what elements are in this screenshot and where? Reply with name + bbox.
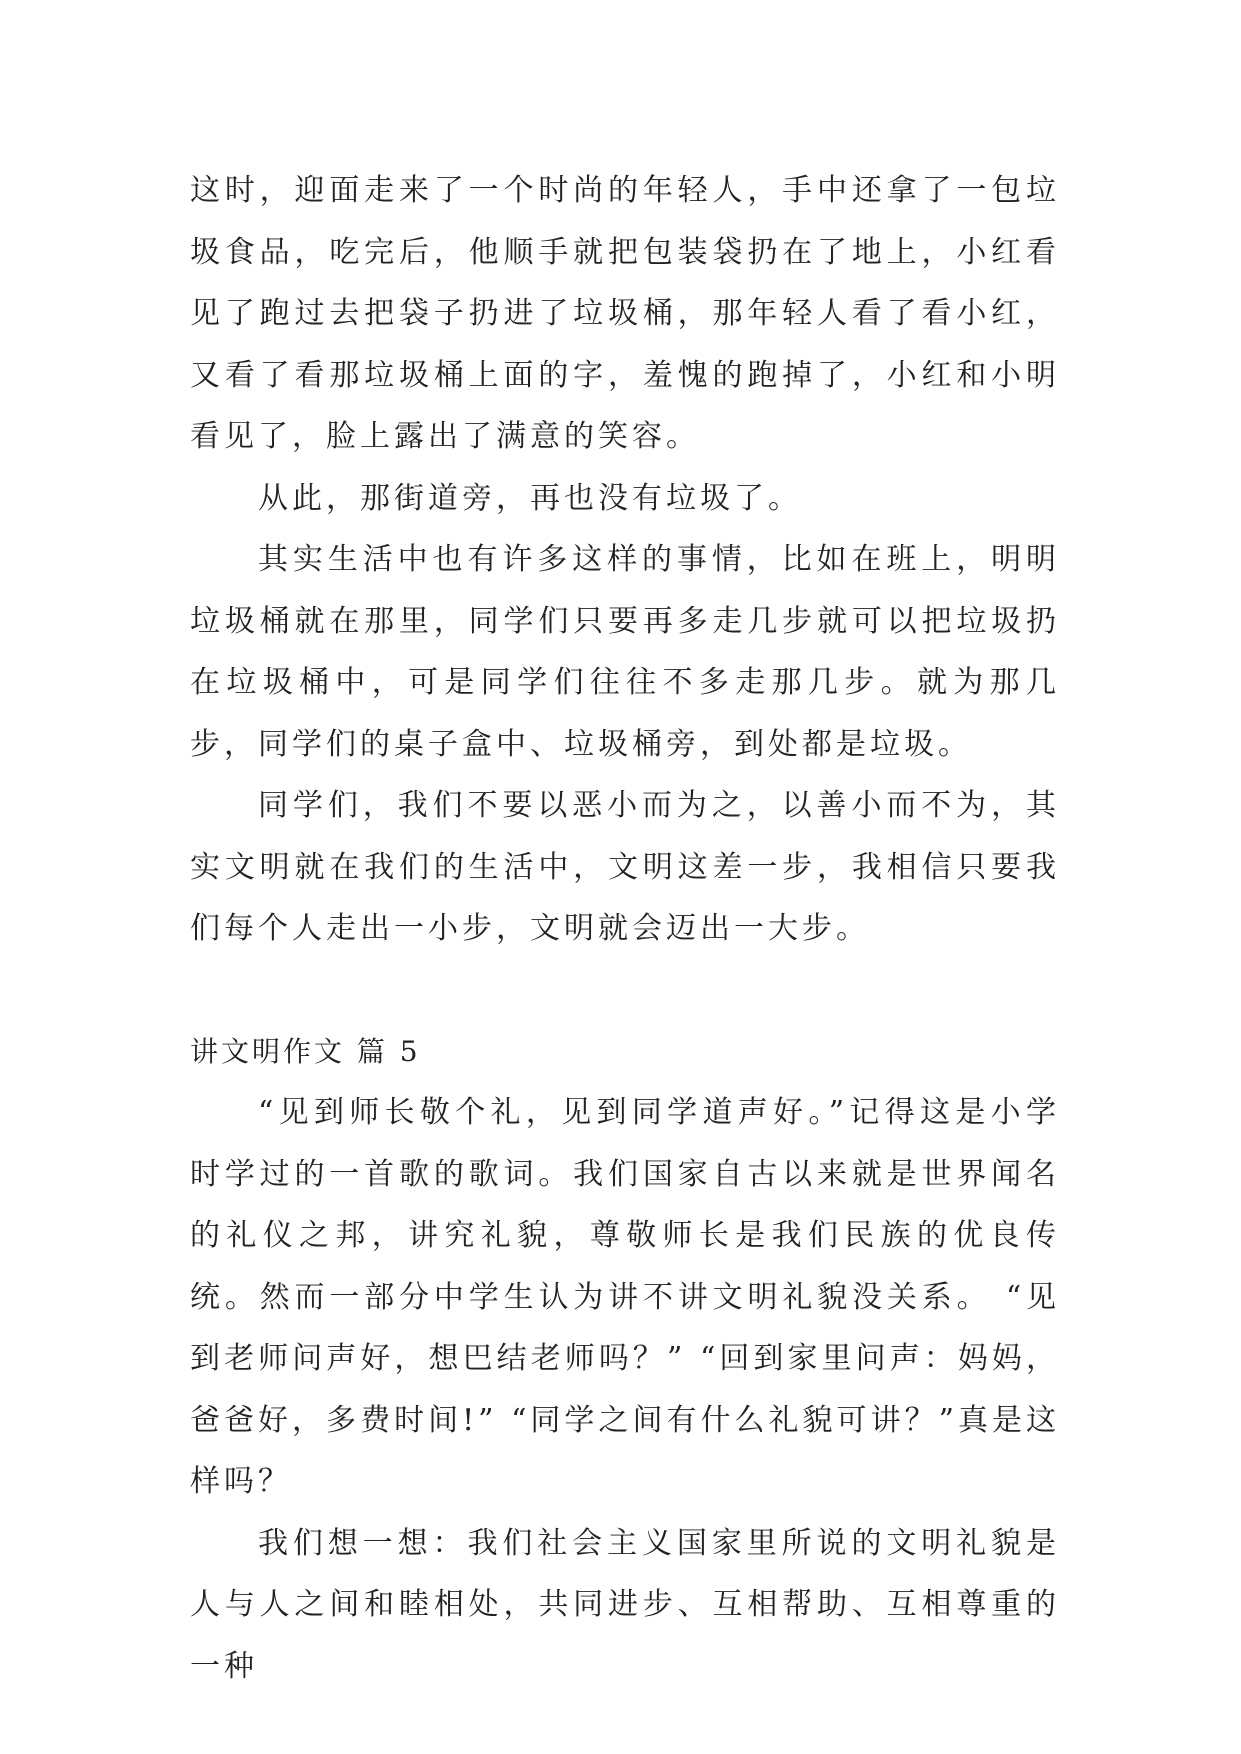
paragraph-4: 同学们，我们不要以恶小而为之，以善小而不为，其实文明就在我们的生活中，文明这差一步，我相信只要我们每个人走出一小步，文明就会迈出一大步。 — [190, 788, 1060, 946]
paragraph-1: 这时，迎面走来了一个时尚的年轻人，手中还拿了一包垃圾食品，吃完后，他顺手就把包装袋扔在了地上，小红看见了跑过去把袋子扔进了垃圾桶，那年轻人看了看小红，又看了看那垃圾桶上面的字，羞愧的跑掉了，小红和小明看见了，脸上露出了满意的笑容。 — [190, 173, 1060, 454]
paragraph-5: “见到师长敬个礼，见到同学道声好。”记得这是小学时学过的一首歌的歌词。我们国家自古以来就是世界闻名的礼仪之邦，讲究礼貌，尊敬师长是我们民族的优良传统。然而一部分中学生认为讲不讲文明礼貌没关系。 “见到老师问声好，想巴结老师吗？” “回到家里问声：妈妈，爸爸好，多费时间!” “同学之间有什么礼貌可讲？”真是这样吗？ — [190, 1095, 1060, 1499]
document-body — [190, 160, 1060, 1697]
paragraph-2: 从此，那街道旁，再也没有垃圾了。 — [258, 480, 802, 516]
paragraph-3: 其实生活中也有许多这样的事情，比如在班上，明明垃圾桶就在那里，同学们只要再多走几步就可以把垃圾扔在垃圾桶中，可是同学们往往不多走那几步。就为那几步，同学们的桌子盒中、垃圾桶旁，到处都是垃圾。 — [190, 542, 1060, 762]
paragraph-6: 我们想一想：我们社会主义国家里所说的文明礼貌是人与人之间和睦相处，共同进步、互相帮助、互相尊重的一种 — [190, 1525, 1060, 1684]
section-heading: 讲文明作文 篇 5 — [190, 1034, 421, 1068]
